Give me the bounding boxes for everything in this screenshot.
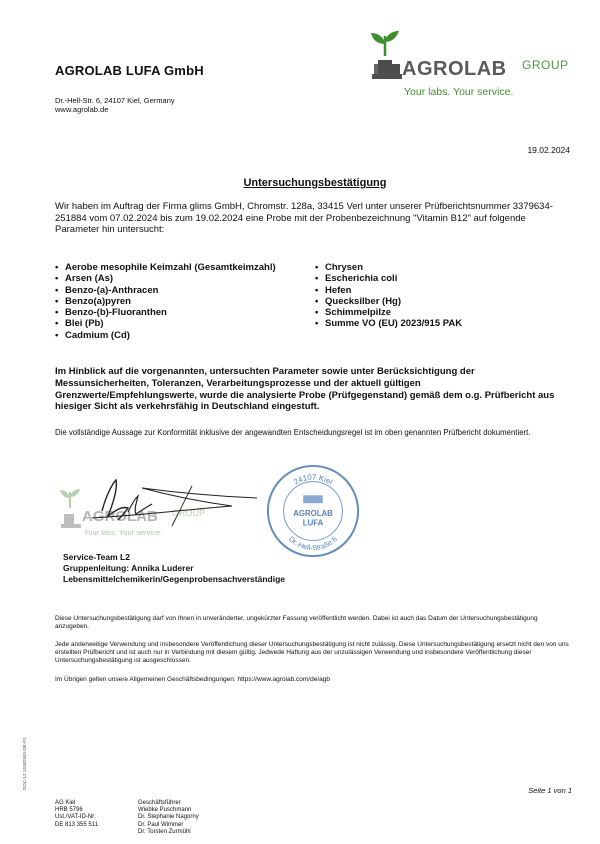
parameter-label: Schimmelpilze [325,307,391,319]
parameter-item [315,307,565,318]
page-number: Seite 1 von 1 [528,786,572,795]
bullet-icon: • [315,318,319,330]
disclaimer-publication: Diese Untersuchungsbestätigung darf von Ihnen in unveränderter, ungekürzter Fassung veröffentlicht werden. Dabei ist auch das Datum der Untersuchungsbestätigung anzugeben. [55,615,538,630]
parameter-item [315,318,565,329]
parameter-label: Chrysen [325,262,364,273]
bullet-icon: • [315,307,319,319]
parameter-item [55,285,315,296]
disclaimer-terms: Im Übrigen gelten unsere Allgemeinen Geschäftsbedingungen: https://www.agrolab.com/de/agb [55,676,330,683]
bullet-icon: • [55,262,59,273]
parameter-item [55,330,315,341]
document-code: DOC-12-15382845-DE-P1 [22,737,27,790]
parameter-item [315,285,565,296]
parameter-label: Aerobe mesophile Keimzahl (Gesamtkeimzahl) [65,262,276,273]
footer-management [138,800,199,836]
company-stamp [264,462,362,560]
footer-line: Dr. Torsten Zurmühl [138,828,191,835]
stamp-bottom-text: Dr.-Hell-Straße 6 [286,534,340,553]
parameter-label: Cadmium (Cd) [65,329,130,341]
parameter-item [55,273,315,284]
sprout-icon [366,30,406,86]
parameter-item [55,262,315,273]
assessment-paragraph: Im Hinblick auf die vorgenannten, untersuchten Parameter sowie unter Berücksichtigung der Messunsicherheiten, Toleranzen, Verarbeitungsprozesse und der aktuell gültigen Grenzwerte/Empfehlungswerte, wurde die analysierte Probe (Prüfgegenstand) gemäß dem o.g. Prüfbericht aus hiesiger Sicht als verkehrsfähig in Deutschland eingestuft. [55,366,555,413]
parameter-item [55,307,315,318]
logo-slogan: Your labs. Your service. [404,86,514,98]
bullet-icon: • [315,262,319,273]
intro-paragraph: Wir haben im Auftrag der Firma glims GmbH, Chromstr. 128a, 33415 Verl unter unserer Prüfberichtsnummer 3379634-251884 vom 07.02.2024 bis zum 19.02.2024 eine Probe mit der Probenbezeichnung "Vitamin B12" auf folgende Parameter hin untersucht: [55,201,553,235]
parameter-label: Escherichia coli [325,273,398,285]
bullet-icon: • [55,284,59,296]
service-team: Service-Team L2 [63,552,130,562]
signature-block [63,552,285,585]
bullet-icon: • [55,295,59,307]
bullet-icon: • [315,284,319,296]
parameter-item [315,262,565,273]
footer-line: AG Kiel [55,800,76,806]
parameter-list-right [315,262,565,330]
parameter-item [55,318,315,329]
stamp-emblem-icon [303,495,323,503]
parameter-label: Benzo-(b)-Fluoranthen [65,307,167,319]
footer-line: HRB 5796 [55,807,83,814]
parameter-label: Summe VO (EU) 2023/915 PAK [325,318,463,330]
signer-role: Lebensmittelchemikerin/Gegenprobensachverständige [63,574,286,584]
parameter-item [315,296,565,307]
stamp-top-text: 24107 Kiel [291,472,335,487]
bullet-icon: • [55,318,59,330]
footer-line: Dr. Paul Wimmer [138,821,184,828]
parameter-label: Benzo(a)pyren [65,295,131,307]
address-line: Dr.-Hell-Str. 6, 24107 Kiel, Germany [55,96,175,105]
handwritten-signature [72,466,262,546]
website-link[interactable]: www.agrolab.de [55,105,109,114]
bullet-icon: • [315,295,319,307]
parameter-item [55,296,315,307]
document-date: 19.02.2024 [527,145,570,155]
parameter-label: Quecksilber (Hg) [325,295,402,307]
logo-wordmark: AGROLAB [402,58,507,80]
bullet-icon: • [315,273,319,285]
bullet-icon: • [55,329,59,341]
conformity-note: Die vollständige Aussage zur Konformität inklusive der angewandten Entscheidungsregel ist im oben genannten Prüfbericht dokumentiert. [55,428,531,437]
footer-line: DE 813 355 511 [55,821,98,828]
company-name: AGROLAB LUFA GmbH [55,63,204,78]
bullet-icon: • [55,307,59,319]
stamp-name-line2: LUFA [302,518,324,528]
disclaimer-liability: Jede anderweitige Verwendung und insbesondere Veröffentlichung dieser Untersuchungsbestätigung ist nicht zulässig. Diese Untersuchungsbestätigung ersetzt nicht den von uns erstellten Prüfbericht und ist auch nur in Verbindung mit diesem gültig. Jedwede Haftung aus der unzulässigen Verwendung und insbesondere Veröffentlichung dieser Untersuchungsbestätigung ist ausgeschlossen. [55,641,569,664]
faded-logo-slogan: Your labs. Your service. [84,528,163,537]
bullet-icon: • [55,273,59,285]
footer-line: Wiebke Puschmann [138,807,192,814]
parameter-label: Blei (Pb) [65,318,104,330]
parameter-label: Hefen [325,284,352,296]
faded-logo-group-label: GROUP [172,508,206,518]
faded-logo-wordmark: AGROLAB [82,508,158,525]
parameter-item [315,273,565,284]
footer-line: Ust./VAT-ID-Nr: [55,814,96,821]
parameter-label: Arsen (As) [65,273,114,285]
group-lead: Gruppenleitung: Annika Luderer [63,563,194,573]
footer-registry [55,800,98,829]
parameter-label: Benzo-(a)-Anthracen [65,284,159,296]
document-title: Untersuchungsbestätigung [243,177,387,189]
footer-line: Geschäftsführer [138,800,181,806]
footer-line: Dr. Stephanie Nagorny [138,814,199,821]
company-address [55,96,175,114]
logo-group-label: GROUP [522,58,569,72]
stamp-name-line1: AGROLAB [293,508,333,518]
parameter-list-left [55,262,315,341]
agrolab-logo [362,30,572,105]
